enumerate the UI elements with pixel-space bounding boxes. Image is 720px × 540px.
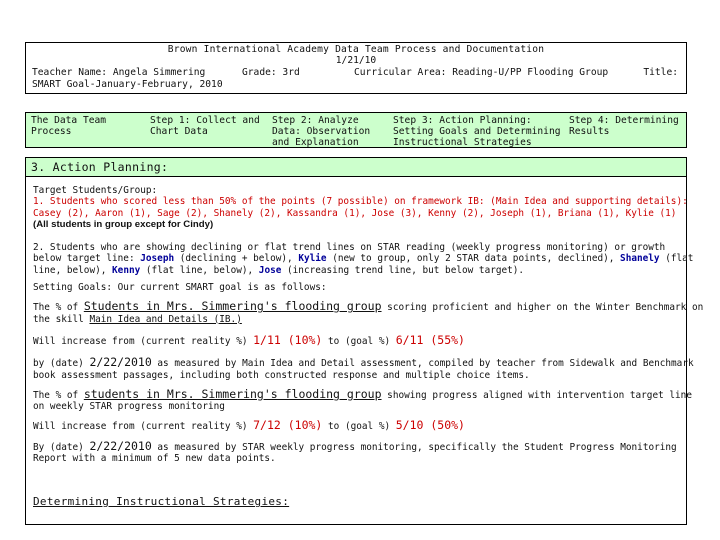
goal2-by-line1: By (date) 2/22/2010 as measured by STAR weekly progress monitoring, specifically the Student Progress Monitoring bbox=[33, 438, 677, 453]
step-2: Step 2: Analyze Data: Observation and Explanation bbox=[272, 115, 371, 148]
goal1-by-line1: by (date) 2/22/2010 as measured by Main Idea and Detail assessment, compiled by teacher from Sidewalk and Benchmark bbox=[33, 355, 694, 370]
goal2-increase: Will increase from (current reality %) 7/12 (10%) to (goal %) 5/10 (50%) bbox=[33, 418, 465, 433]
goal1-increase: Will increase from (current reality %) 1/11 (10%) to (goal %) 6/11 (55%) bbox=[33, 332, 465, 347]
step-process: The Data Team Process bbox=[31, 115, 107, 137]
curricular-area: Curricular Area: Reading-U/PP Flooding Group bbox=[354, 67, 609, 78]
item2-line1: 2. Students who are showing declining or flat trend lines on STAR reading (weekly progress monitoring) or growth bbox=[33, 242, 666, 254]
goal1-line2: the skill Main Idea and Details (IB.) bbox=[33, 313, 242, 325]
step-1: Step 1: Collect and Chart Data bbox=[150, 115, 260, 137]
action-planning-section bbox=[25, 157, 704, 525]
document-header bbox=[25, 42, 687, 94]
header-date: 1/21/10 bbox=[335, 55, 377, 66]
item1-note: (All students in group except for Cindy) bbox=[33, 218, 214, 230]
setting-goals: Setting Goals: Our current SMART goal is as follows: bbox=[33, 282, 327, 294]
step-3: Step 3: Action Planning: Setting Goals and Determining Instructional Strategies bbox=[393, 115, 561, 148]
goal2-line1: The % of students in Mrs. Simmering's flooding group showing progress aligned with intervention target line bbox=[33, 386, 692, 401]
item1-text: 1. Students who scored less than 50% of the points (7 possible) on framework IB: (Main Idea and supporting details): bbox=[33, 196, 688, 208]
item1-names: Casey (2), Aaron (1), Sage (2), Shanely (2), Kassandra (1), Jose (3), Kenny (2), Joseph (1), Briana (1), Kylie (1) bbox=[33, 207, 677, 219]
teacher-name: Teacher Name: Angela Simmering bbox=[32, 67, 206, 78]
item2-line3: line, below), Kenny (flat line, below), Jose (increasing trend line, but below target). bbox=[33, 264, 525, 276]
smart-goal-label: SMART Goal-January-February, 2010 bbox=[32, 79, 223, 90]
goal1-by-line2: book assessment passages, including both constructed response and multiple choice items. bbox=[33, 369, 530, 381]
item2-line2: below target line: Joseph (declining + below), Kylie (new to group, only 2 STAR data points, declined), Shanely (flat bbox=[33, 253, 694, 265]
process-steps-band bbox=[25, 112, 687, 148]
target-heading: Target Students/Group: bbox=[33, 185, 158, 196]
goal2-line2: on weekly STAR progress monitoring bbox=[33, 401, 225, 413]
section-title: 3. Action Planning: bbox=[26, 158, 686, 177]
title-field: Title: bbox=[643, 67, 678, 78]
header-info-row bbox=[32, 67, 678, 78]
goal1-line1: The % of Students in Mrs. Simmering's flooding group scoring proficient and higher on the Winter Benchmark on bbox=[33, 299, 704, 314]
header-title: Brown International Academy Data Team Process and Documentation bbox=[167, 44, 545, 55]
step-4: Step 4: Determining Results bbox=[569, 115, 679, 137]
goal2-by-line2: Report with a minimum of 5 new data points. bbox=[33, 453, 276, 465]
next-section-heading: Determining Instructional Strategies: bbox=[33, 495, 290, 508]
section-body bbox=[33, 185, 704, 465]
grade-field: Grade: 3rd bbox=[242, 67, 300, 78]
